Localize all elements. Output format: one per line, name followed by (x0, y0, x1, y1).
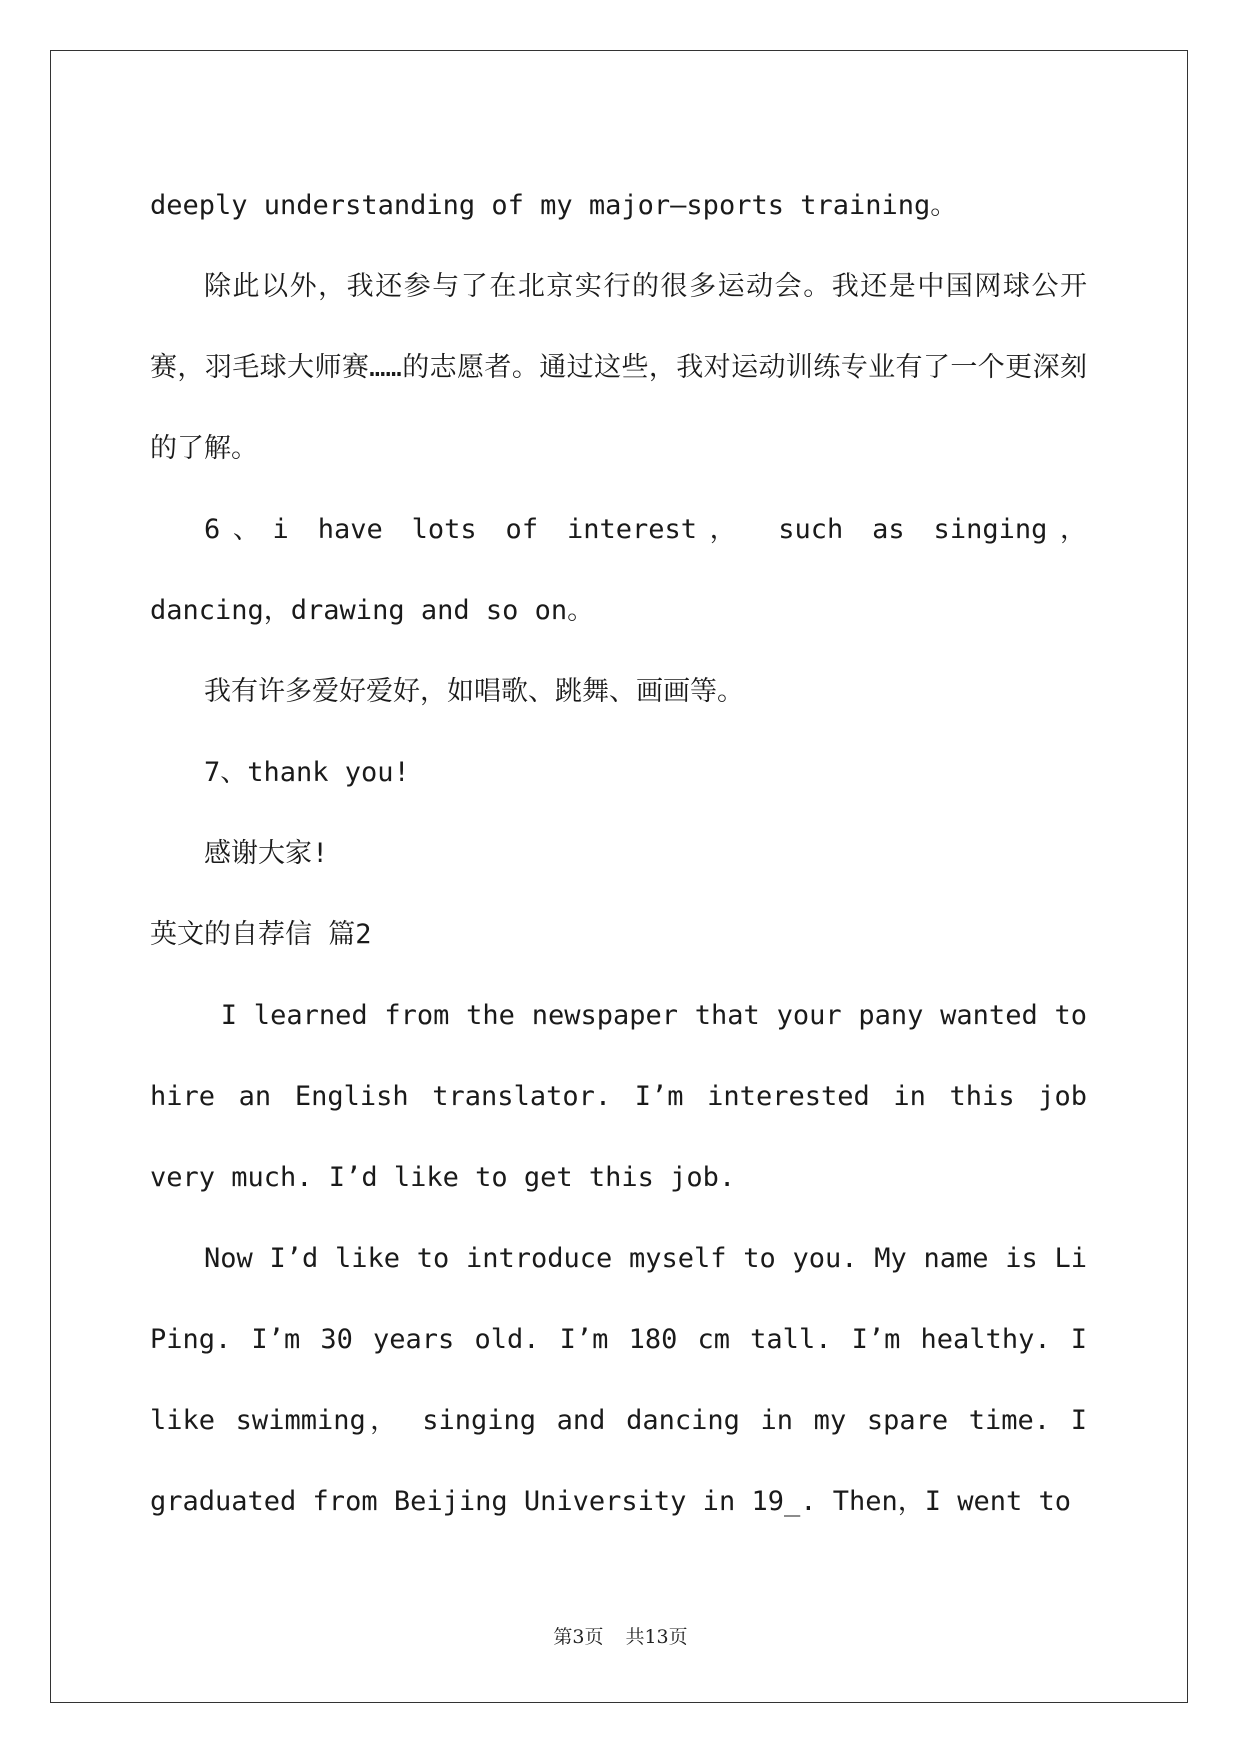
paragraph-self-intro: Now I’d like to introduce myself to you. My name is Li Ping. I’m 30 years old. I’m 180 cm tall. I’m healthy. I like swimming， singing and dancing in my spare time. I graduated from Beijing University in 19_. Then，I went to (150, 1243, 1104, 1517)
document-body (150, 165, 1104, 1542)
section-heading: 英文的自荐信 篇2 (150, 919, 372, 950)
paragraph-thanks-en: 7、thank you! (204, 757, 410, 788)
page-footer (0, 1622, 1241, 1649)
paragraph-continuation: deeply understanding of my major—sports training。 (150, 190, 958, 221)
page-number: 第3页 (553, 1626, 604, 1648)
paragraph-thanks-cn: 感谢大家! (204, 838, 329, 869)
page-total: 共13页 (625, 1626, 688, 1648)
paragraph-job-intro: I learned from the newspaper that your pany wanted to hire an English translator. I’m interested in this job very much. I’d like to get this job. (150, 1000, 1104, 1193)
paragraph-volunteer-cn: 除此以外，我还参与了在北京实行的很多运动会。我还是中国网球公开赛，羽毛球大师赛……的志愿者。通过这些，我对运动训练专业有了一个更深刻的了解。 (150, 271, 1087, 464)
paragraph-interests-cn: 我有许多爱好爱好，如唱歌、跳舞、画画等。 (204, 676, 744, 707)
paragraph-interests-en: 6、i have lots of interest， such as singing， dancing，drawing and so on。 (150, 514, 1104, 626)
